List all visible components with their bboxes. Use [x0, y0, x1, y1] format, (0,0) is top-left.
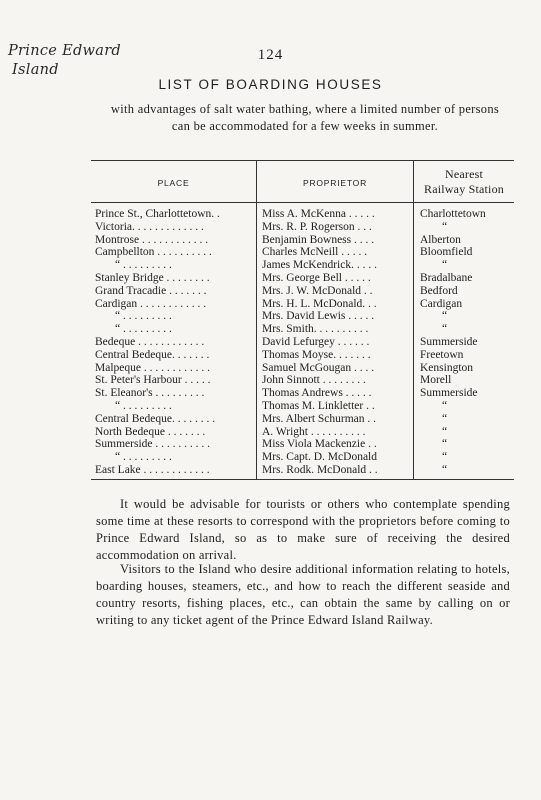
cell-place: Central Bedeque. . . . . . . [95, 348, 210, 361]
cell-station: Summerside [420, 335, 478, 348]
cell-proprietor: Mrs. David Lewis . . . . . [262, 310, 375, 323]
cell-station: “ [442, 323, 448, 336]
cell-station: “ [442, 399, 448, 412]
table-row [91, 234, 514, 247]
cell-proprietor: Benjamin Bowness . . . . [262, 233, 375, 246]
table-row [91, 298, 514, 311]
cell-station: “ [442, 451, 448, 464]
running-header-line2: Island [12, 62, 59, 78]
column-header-proprietor: PROPRIETOR [302, 178, 368, 188]
table-row [91, 246, 514, 259]
cell-station: “ [442, 463, 448, 476]
boarding-houses-table [91, 160, 514, 480]
table-row [91, 336, 514, 349]
page-title: LIST OF BOARDING HOUSES [158, 77, 383, 92]
cell-proprietor: John Sinnott . . . . . . . . [262, 374, 366, 387]
cell-station: Morell [420, 374, 452, 387]
running-header-line1: Prince Edward [8, 43, 122, 59]
cell-proprietor: Thomas M. Linkletter . . [262, 399, 375, 412]
cell-place: Campbellton . . . . . . . . . . [95, 246, 212, 259]
cell-proprietor: Thomas Moyse. . . . . . . [262, 348, 371, 361]
cell-place: North Bedeque . . . . . . . [95, 425, 206, 438]
table-row [91, 438, 514, 451]
table-row [91, 259, 514, 272]
cell-proprietor: Mrs. H. L. McDonald. . . [262, 297, 377, 310]
table-row [91, 285, 514, 298]
cell-place: St. Peter's Harbour . . . . . [95, 374, 211, 387]
table-row [91, 272, 514, 285]
visitor-info-paragraph: Visitors to the Island who desire additional information relating to hotels, boarding houses, steamers, etc., and how to reach the different seaside and country resorts, fishing places, etc., can obtain the same by calling on or writing to any ticket agent of the Prince Edward Island Railway. [96, 562, 510, 627]
cell-place: Grand Tracadie . . . . . . . [95, 284, 207, 297]
table-row [91, 464, 514, 477]
cell-place: Cardigan . . . . . . . . . . . . [95, 297, 207, 310]
cell-proprietor: Mrs. George Bell . . . . . [262, 271, 371, 284]
table-body [91, 208, 514, 477]
table-row [91, 221, 514, 234]
cell-station: Alberton [420, 233, 461, 246]
column-header-place: PLACE [157, 178, 190, 188]
page-number: 124 [257, 47, 284, 63]
header-rule [91, 202, 514, 203]
table-row [91, 310, 514, 323]
cell-station: Summerside [420, 387, 478, 400]
table-row [91, 323, 514, 336]
table-row [91, 374, 514, 387]
cell-place: “ . . . . . . . . . [115, 310, 172, 323]
cell-place: Summerside . . . . . . . . . . [95, 438, 210, 451]
cell-place: “ . . . . . . . . . [115, 259, 172, 272]
cell-place: Stanley Bridge . . . . . . . . [95, 271, 210, 284]
cell-station: “ [442, 438, 448, 451]
cell-proprietor: Mrs. R. P. Rogerson . . . [262, 220, 372, 233]
cell-place: Malpeque . . . . . . . . . . . . [95, 361, 210, 374]
cell-proprietor: Mrs. Capt. D. McDonald [262, 451, 377, 464]
cell-place: “ . . . . . . . . . [115, 451, 172, 464]
cell-proprietor: Mrs. Albert Schurman . . [262, 412, 377, 425]
cell-station: Bloomfield [420, 246, 473, 259]
cell-station: Freetown [420, 348, 464, 361]
cell-proprietor: A. Wright . . . . . . . . . . [262, 425, 366, 438]
cell-station: Kensington [420, 361, 474, 374]
subtitle: with advantages of salt water bathing, where a limited number of persons can be accommodated for a few weeks in summer. [110, 102, 500, 133]
table-row [91, 451, 514, 464]
cell-station: Bradalbane [420, 271, 473, 284]
cell-place: “ . . . . . . . . . [115, 323, 172, 336]
cell-station: “ [442, 310, 448, 323]
column-header-station [414, 167, 514, 197]
cell-place: Montrose . . . . . . . . . . . . [95, 233, 209, 246]
cell-station: “ [442, 259, 448, 272]
cell-station: Bedford [420, 284, 458, 297]
cell-station: “ [442, 412, 448, 425]
column-header-station-line2: Railway Station [424, 182, 504, 196]
cell-proprietor: Miss Viola Mackenzie . . [262, 438, 377, 451]
cell-station: Cardigan [420, 297, 463, 310]
table-row [91, 413, 514, 426]
cell-place: Central Bedeque. . . . . . . . [95, 412, 216, 425]
table-row [91, 426, 514, 439]
cell-station: Charlottetown [420, 208, 486, 220]
cell-proprietor: Mrs. Smith. . . . . . . . . . [262, 323, 369, 336]
cell-station: “ [442, 220, 448, 233]
table-row [91, 362, 514, 375]
cell-place: “ . . . . . . . . . [115, 399, 172, 412]
cell-place: St. Eleanor's . . . . . . . . . [95, 387, 205, 400]
cell-proprietor: Mrs. Rodk. McDonald . . [262, 463, 378, 476]
advice-paragraph: It would be advisable for tourists or others who contemplate spending some time at these resorts to correspond with the proprietors before coming to Prince Edward Island, so as to make sure of receiving the desired accommodation on arrival. [96, 497, 510, 562]
cell-proprietor: Miss A. McKenna . . . . . [262, 208, 375, 220]
cell-place: Victoria. . . . . . . . . . . . . [95, 220, 204, 233]
table-row [91, 208, 514, 221]
cell-proprietor: Mrs. J. W. McDonald . . [262, 284, 373, 297]
cell-proprietor: Samuel McGougan . . . . [262, 361, 375, 374]
cell-place: Prince St., Charlottetown. . [95, 208, 220, 220]
cell-proprietor: David Lefurgey . . . . . . [262, 335, 370, 348]
table-row [91, 387, 514, 400]
cell-proprietor: Thomas Andrews . . . . . [262, 387, 372, 400]
cell-place: East Lake . . . . . . . . . . . . [95, 463, 210, 476]
table-row [91, 349, 514, 362]
table-row [91, 400, 514, 413]
cell-station: “ [442, 425, 448, 438]
cell-place: Bedeque . . . . . . . . . . . . [95, 335, 205, 348]
cell-proprietor: Charles McNeill . . . . . [262, 246, 368, 259]
column-header-station-line1: Nearest [444, 167, 484, 181]
cell-proprietor: James McKendrick. . . . . [262, 259, 377, 272]
